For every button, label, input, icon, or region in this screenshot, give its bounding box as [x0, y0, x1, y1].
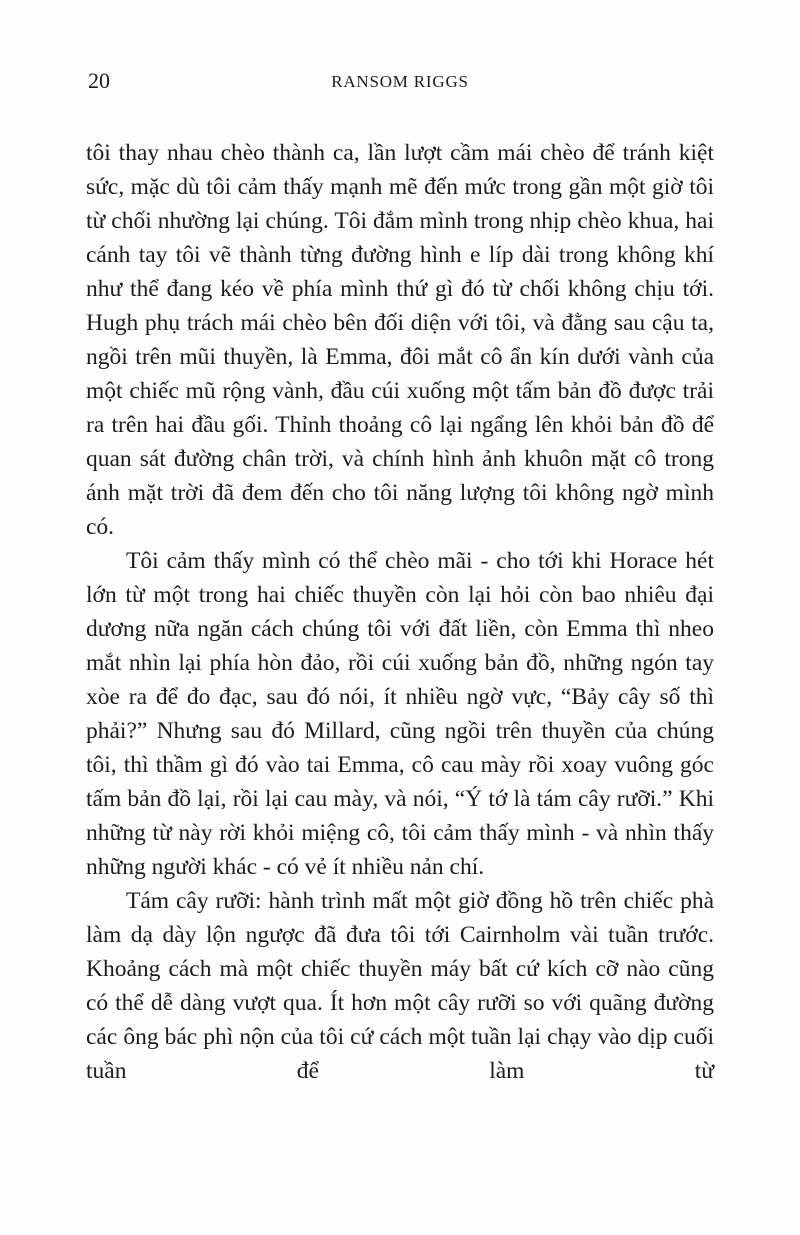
paragraph: Tám cây rưỡi: hành trình mất một giờ đồng hồ trên chiếc phà làm dạ dày lộn ngược đã đưa tôi tới Cairnholm vài tuần trước. Khoảng cách mà một chiếc thuyền máy bất cứ kích cỡ nào cũng có thể dễ dàng vượt qua. Ít hơn một cây rưỡi so với quãng đường các ông bác phì nộn của tôi cứ cách một tuần lại chạy vào dịp cuối tuần để làm từ — [86, 888, 714, 1084]
running-header: RANSOM RIGGS — [331, 72, 469, 91]
page-header — [0, 66, 800, 96]
page-number: 20 — [88, 68, 110, 93]
paragraph: Tôi cảm thấy mình có thể chèo mãi - cho tới khi Horace hét lớn từ một trong hai chiếc thuyền còn lại hỏi còn bao nhiêu đại dương nữa ngăn cách chúng tôi với đất liền, còn Emma thì nheo mắt nhìn lại phía hòn đảo, rồi cúi xuống bản đồ, những ngón tay xòe ra để đo đạc, sau đó nói, ít nhiều ngờ vực, “Bảy cây số thì phải?” Nhưng sau đó Millard, cũng ngồi trên thuyền của chúng tôi, thì thầm gì đó vào tai Emma, cô cau mày rồi xoay vuông góc tấm bản đồ lại, rồi lại cau mày, và nói, “Ý tớ là tám cây rưỡi.” Khi những từ này rời khỏi miệng cô, tôi cảm thấy mình - và nhìn thấy những người khác - có vẻ ít nhiều nản chí. — [86, 548, 714, 880]
paragraph: tôi thay nhau chèo thành ca, lần lượt cầm mái chèo để tránh kiệt sức, mặc dù tôi cảm thấy mạnh mẽ đến mức trong gần một giờ tôi từ chối nhường lại chúng. Tôi đắm mình trong nhịp chèo khua, hai cánh tay tôi vẽ thành từng đường hình e líp dài trong không khí như thể đang kéo về phía mình thứ gì đó từ chối không chịu tới. Hugh phụ trách mái chèo bên đối diện với tôi, và đằng sau cậu ta, ngồi trên mũi thuyền, là Emma, đôi mắt cô ẩn kín dưới vành của một chiếc mũ rộng vành, đầu cúi xuống một tấm bản đồ được trải ra trên hai đầu gối. Thỉnh thoảng cô lại ngẩng lên khỏi bản đồ để quan sát đường chân trời, và chính hình ảnh khuôn mặt cô trong ánh mặt trời đã đem đến cho tôi năng lượng tôi không ngờ mình có. — [86, 140, 714, 540]
text-block — [0, 136, 800, 1088]
